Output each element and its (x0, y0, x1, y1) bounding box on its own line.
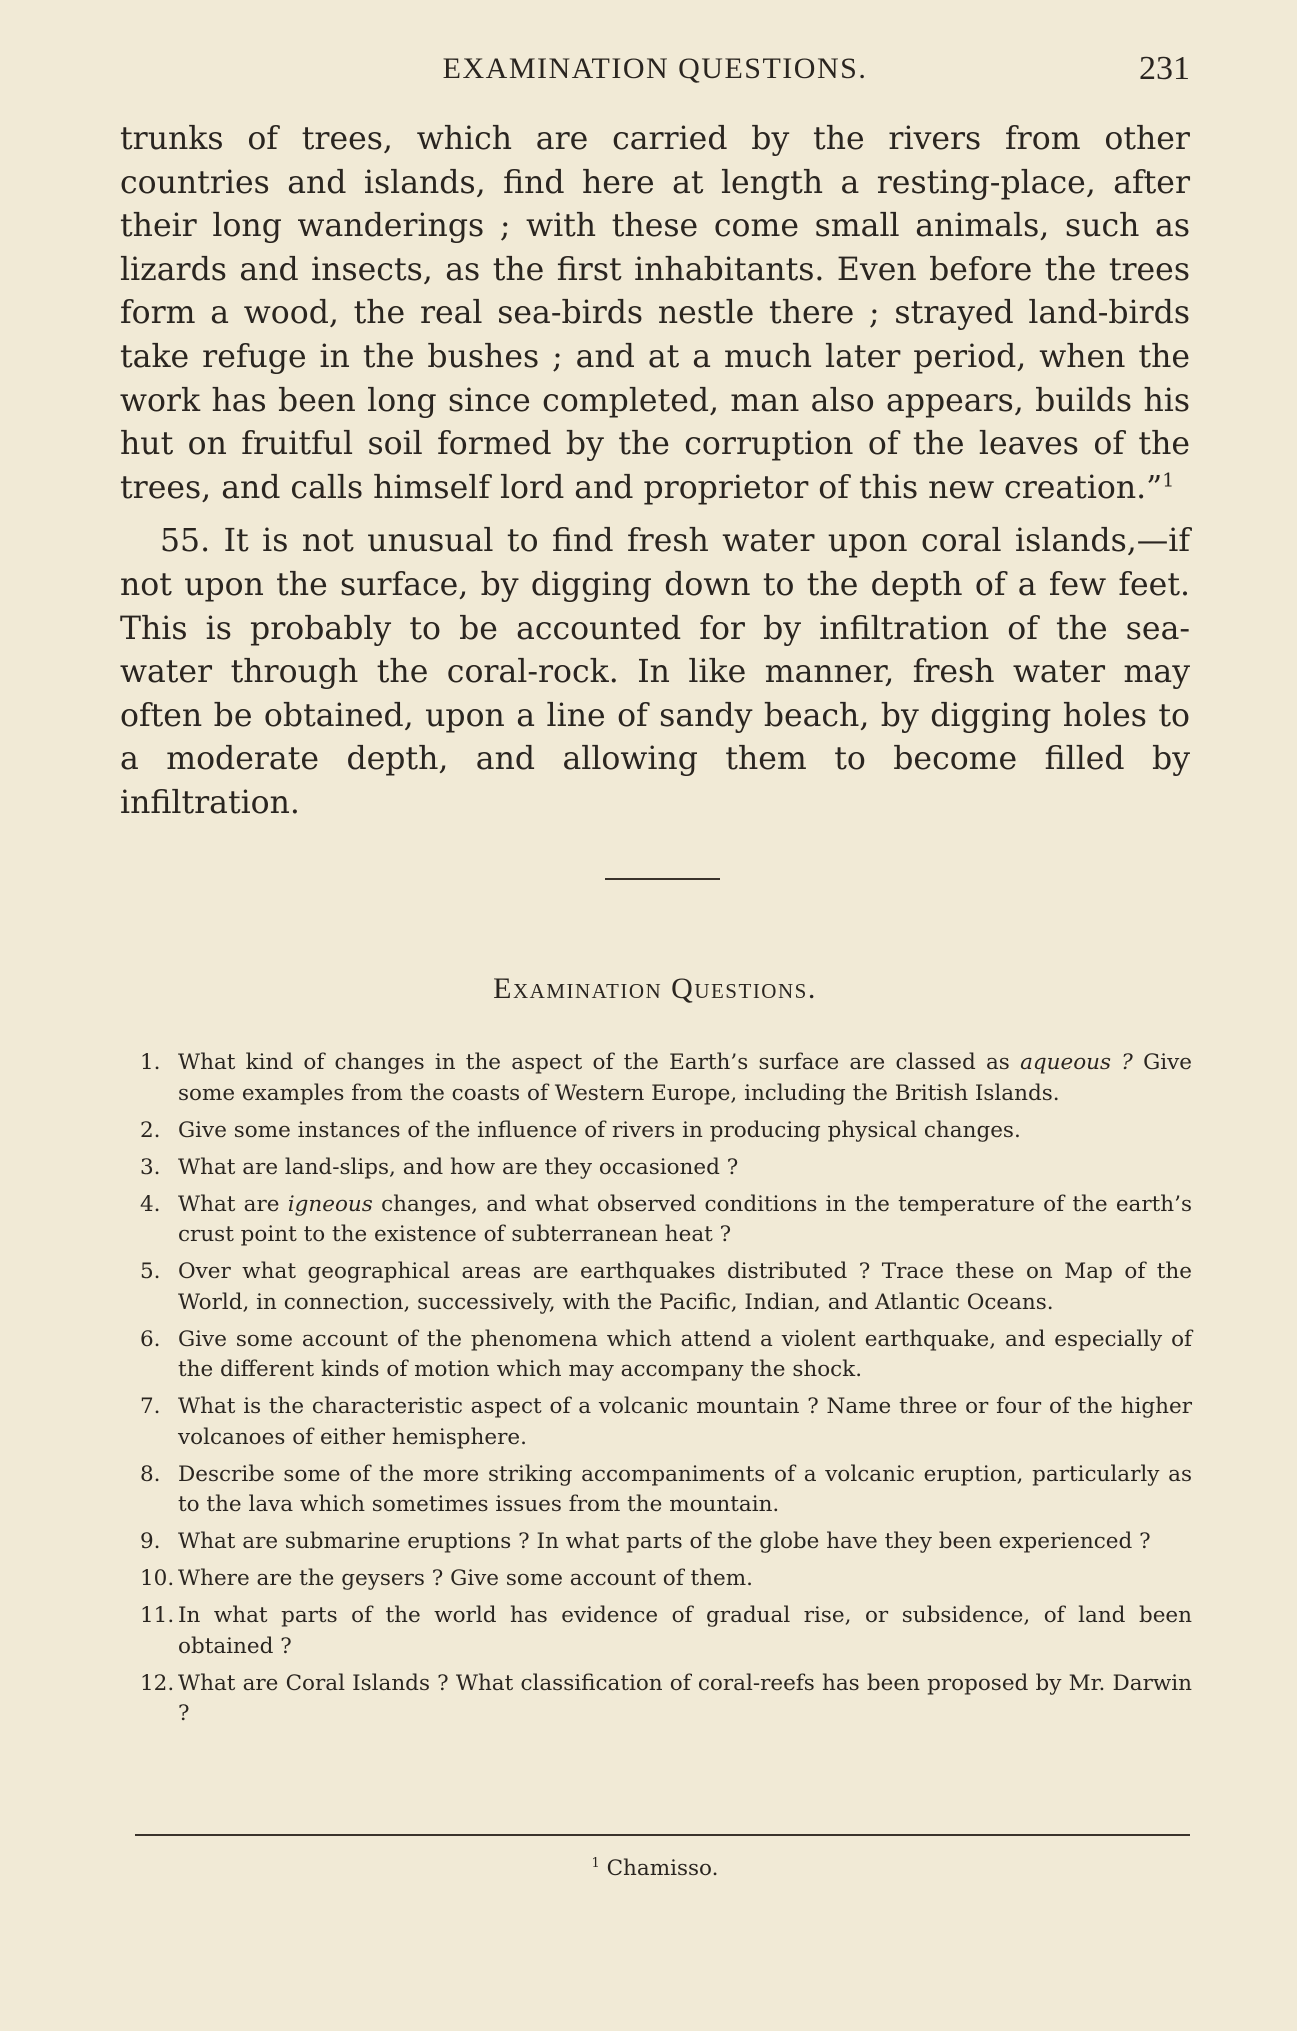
paragraph-number: 55. (160, 523, 211, 560)
question-text (178, 1190, 1192, 1251)
question-text (178, 1527, 1192, 1558)
question-number: 5. (140, 1259, 161, 1284)
page-number: 231 (1139, 50, 1190, 87)
question-text (178, 1257, 1192, 1318)
question-item (140, 1048, 1192, 1109)
question-number: 12. (140, 1670, 175, 1696)
question-item (140, 1669, 1192, 1730)
question-text (178, 1153, 1192, 1184)
footnote-reference: 1 (1162, 469, 1175, 492)
question-number: 7. (140, 1394, 161, 1419)
questions-list (140, 1048, 1192, 1736)
running-head (120, 50, 1190, 94)
question-item (140, 1392, 1192, 1453)
question-text-part: In what parts of the world has evidence of gradual rise, or subsidence, of land been obtained ? (178, 1603, 1192, 1659)
question-text-part: What kind of changes in the aspect of the Earth’s surface are classed as (178, 1050, 1021, 1075)
question-item (140, 1460, 1192, 1521)
question-number: 10. (140, 1566, 175, 1591)
question-text (178, 1048, 1192, 1109)
question-text (178, 1325, 1192, 1386)
footnote-rule (135, 1834, 1190, 1836)
question-item (140, 1564, 1192, 1595)
question-item (140, 1325, 1192, 1386)
body-text (120, 118, 1190, 826)
question-text-part: changes, and what observed conditions in the temperature of the earth’s crust point to the existence of subterranean heat ? (178, 1191, 1192, 1247)
paragraph-continued (120, 118, 1190, 510)
question-text-part: Give some examples from the coasts of Western Europe, including the British Islands. (178, 1050, 1192, 1106)
section-divider (605, 878, 720, 880)
question-text-part: What are (178, 1191, 288, 1217)
question-italic-term: igneous (287, 1191, 373, 1217)
question-text-part: Give some instances of the influence of rivers in producing physical changes. (178, 1117, 1021, 1143)
paragraph-55 (120, 520, 1190, 825)
question-text-part: Over what geographical areas are earthquakes distributed ? Trace these on Map of the World, in connection, successively, with the Pacific, Indian, and Atlantic Oceans. (178, 1259, 1192, 1315)
question-italic-term: aqueous ? (1020, 1050, 1133, 1075)
question-item (140, 1116, 1192, 1147)
running-title: EXAMINATION QUESTIONS. (442, 52, 868, 85)
question-text (178, 1460, 1192, 1521)
question-text-part: What are submarine eruptions ? In what parts of the globe have they been experienced ? (178, 1529, 1151, 1554)
footnote-marker: 1 (591, 1855, 600, 1871)
question-text-part: What is the characteristic aspect of a volcanic mountain ? Name three or four of the higher volcanoes of either hemisphere. (178, 1394, 1192, 1450)
question-text-part: What are land-slips, and how are they occasioned ? (178, 1154, 739, 1180)
question-item (140, 1601, 1192, 1662)
question-item (140, 1257, 1192, 1318)
footnote-text: Chamisso. (606, 1856, 719, 1881)
footnote (120, 1856, 1190, 1881)
question-text (178, 1564, 1192, 1595)
question-text-part: Give some account of the phenomena which attend a violent earthquake, and especially of the different kinds of motion which may accompany the shock. (178, 1326, 1192, 1382)
question-number: 3. (140, 1154, 161, 1180)
section-heading: Examination Questions. (493, 972, 817, 1005)
question-number: 9. (140, 1529, 161, 1554)
question-number: 8. (140, 1461, 161, 1487)
question-text (178, 1116, 1192, 1147)
question-text-part: Describe some of the more striking accompaniments of a volcanic eruption, particularly as to the lava which sometimes issues from the mountain. (178, 1461, 1192, 1517)
question-text (178, 1392, 1192, 1453)
question-number: 6. (140, 1326, 161, 1352)
question-text (178, 1601, 1192, 1662)
question-item (140, 1153, 1192, 1184)
question-number: 2. (140, 1117, 161, 1143)
question-text (178, 1669, 1192, 1730)
question-number: 11. (140, 1603, 175, 1628)
question-item (140, 1527, 1192, 1558)
paragraph-continued-text: trunks of trees, which are carried by the rivers from other countries and islands, find here at length a resting-place, after their long wanderings ; with these come small animals, such as lizards and insects, as the first inhabitants. Even before the trees form a wood, the real sea-birds nestle there ; strayed land-birds take refuge in the bushes ; and at a much later period, when the work has been long since completed, man also appears, builds his hut on fruitful soil formed by the corruption of the leaves of the trees, and calls himself lord and proprietor of this new creation.” (120, 121, 1190, 506)
paragraph-55-text: It is not unusual to find fresh water upon coral islands,—if not upon the surface, by digging down to the depth of a few feet. This is probably to be accounted for by infiltration of the sea-water through the coral-rock. In like manner, fresh water may often be obtained, upon a line of sandy beach, by digging holes to a moderate depth, and allowing them to become filled by infiltration. (120, 523, 1190, 821)
question-item (140, 1190, 1192, 1251)
question-number: 4. (140, 1191, 161, 1217)
question-number: 1. (140, 1050, 161, 1075)
question-text-part: What are Coral Islands ? What classification of coral-reefs has been proposed by Mr. Darwin ? (178, 1670, 1192, 1726)
question-text-part: Where are the geysers ? Give some account of them. (178, 1566, 753, 1591)
